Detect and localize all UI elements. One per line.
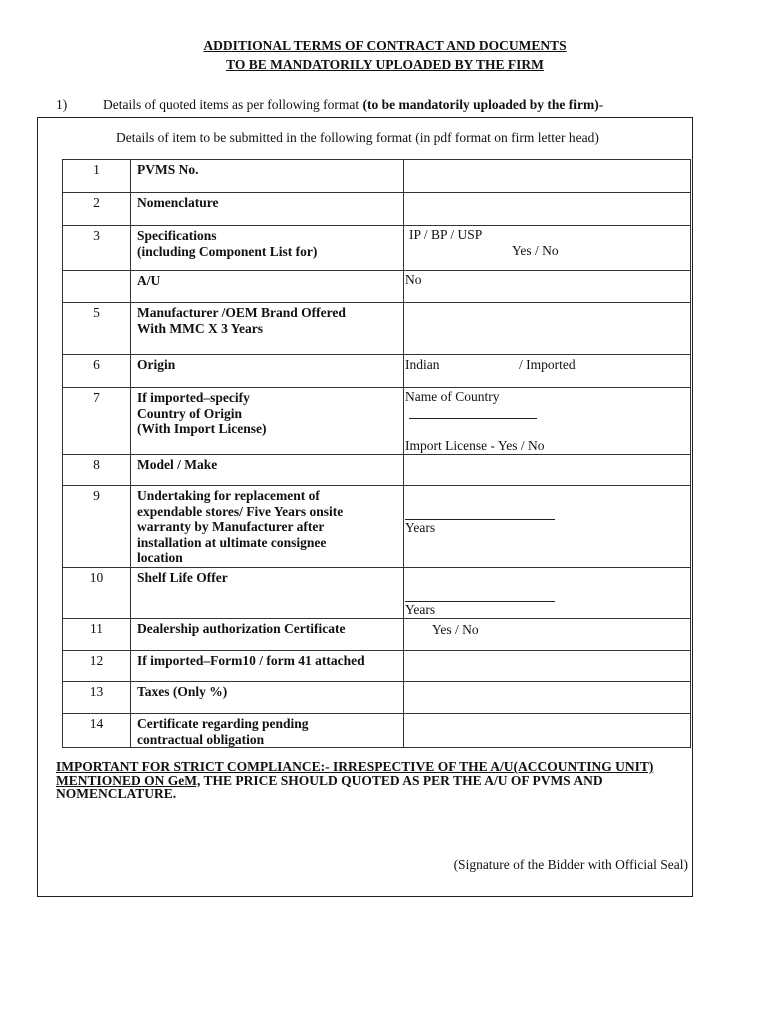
table-row xyxy=(63,160,691,193)
row-number: 12 xyxy=(63,651,131,682)
row-label-line: expendable stores/ Five Years onsite xyxy=(137,503,344,519)
row-label-line: Model / Make xyxy=(137,457,218,472)
row-label-line: Manufacturer /OEM Brand Offered xyxy=(137,305,346,320)
row-label-line: If imported–specify xyxy=(137,390,250,405)
row-label-line: installation at ultimate consignee xyxy=(137,534,327,550)
row-number: 8 xyxy=(63,455,131,486)
row-number: 10 xyxy=(63,568,131,619)
intro-suffix: - xyxy=(598,97,604,112)
row-value-cell[interactable] xyxy=(404,455,691,486)
row-label-line: PVMS No. xyxy=(137,162,199,177)
table-row xyxy=(63,388,691,455)
row-label xyxy=(131,226,404,271)
row-label-line: With MMC X 3 Years xyxy=(137,320,263,336)
row-number: 3 xyxy=(63,226,131,271)
row-label xyxy=(131,651,404,682)
table-row xyxy=(63,568,691,619)
row-number: 5 xyxy=(63,303,131,355)
document-title-line-2: TO BE MANDATORILY UPLOADED BY THE FIRM xyxy=(226,57,544,72)
table-row xyxy=(63,619,691,651)
row-label xyxy=(131,619,404,651)
yes-no-option: Yes / No xyxy=(512,243,559,258)
intro-bold-text: (to be mandatorily uploaded by the firm) xyxy=(362,97,599,112)
row-label-line: Dealership authorization Certificate xyxy=(137,621,346,636)
row-value-cell[interactable] xyxy=(404,226,691,271)
details-subheading: Details of item to be submitted in the following format (in pdf format on firm letter head) xyxy=(116,130,599,145)
table-row xyxy=(63,455,691,486)
row-label xyxy=(131,388,404,455)
row-label xyxy=(131,193,404,226)
row-label xyxy=(131,714,404,748)
table-row xyxy=(63,193,691,226)
country-blank-line[interactable] xyxy=(409,405,537,419)
row-label-line: Shelf Life Offer xyxy=(137,570,228,585)
row-label-line: Nomenclature xyxy=(137,195,219,210)
row-value-cell[interactable] xyxy=(404,651,691,682)
important-underlined-text: IMPORTANT FOR STRICT COMPLIANCE:- IRRESPECTIVE OF THE A/U(ACCOUNTING UNIT) MENTIONED ON GeM, xyxy=(56,759,654,788)
origin-indian-option: Indian xyxy=(405,357,440,372)
row-label-line: If imported–Form10 / form 41 attached xyxy=(137,653,365,668)
origin-imported-option: / Imported xyxy=(519,357,576,372)
row-value-cell[interactable] xyxy=(404,486,691,568)
row-value-cell[interactable] xyxy=(404,619,691,651)
table-row xyxy=(63,486,691,568)
row-value-cell[interactable] xyxy=(404,160,691,193)
row-label xyxy=(131,160,404,193)
row-value-cell[interactable] xyxy=(404,193,691,226)
row-number: 7 xyxy=(63,388,131,455)
row-value-text: No xyxy=(405,272,422,287)
yes-no-option: Yes / No xyxy=(432,622,479,637)
years-label: Years xyxy=(405,520,436,535)
row-label-line: Certificate regarding pending xyxy=(137,716,309,731)
warranty-years-blank-line[interactable] xyxy=(405,506,555,520)
pharmacopoeia-options: IP / BP / USP xyxy=(409,227,483,242)
row-label xyxy=(131,682,404,714)
row-value-cell[interactable] xyxy=(404,568,691,619)
country-label: Name of Country xyxy=(405,389,500,404)
import-license-option: Import License - Yes / No xyxy=(405,438,545,453)
row-value-cell[interactable] xyxy=(404,714,691,748)
row-label xyxy=(131,455,404,486)
row-label-line: (With Import License) xyxy=(137,421,267,436)
row-label-line: Specifications xyxy=(137,228,217,243)
table-row xyxy=(63,226,691,271)
table-row xyxy=(63,714,691,748)
table-row xyxy=(63,271,691,303)
years-label: Years xyxy=(405,602,436,617)
row-number xyxy=(63,271,131,303)
important-compliance-note xyxy=(56,760,696,801)
row-label xyxy=(131,303,404,355)
table-row xyxy=(63,682,691,714)
row-number: 2 xyxy=(63,193,131,226)
row-number: 9 xyxy=(63,486,131,568)
row-value-cell[interactable] xyxy=(404,271,691,303)
table-row xyxy=(63,651,691,682)
intro-text: Details of quoted items as per following format xyxy=(103,97,363,112)
row-label-line: A/U xyxy=(137,273,161,288)
row-value-cell[interactable] xyxy=(404,303,691,355)
row-value-cell[interactable] xyxy=(404,388,691,455)
row-label-line: location xyxy=(137,550,183,565)
intro-number: 1) xyxy=(56,97,68,112)
table-row xyxy=(63,303,691,355)
row-number: 13 xyxy=(63,682,131,714)
row-label xyxy=(131,486,404,568)
signature-line: (Signature of the Bidder with Official Seal) xyxy=(453,857,688,872)
row-label-line: Taxes (Only %) xyxy=(137,684,228,699)
table-row xyxy=(63,355,691,388)
row-number: 6 xyxy=(63,355,131,388)
row-number: 1 xyxy=(63,160,131,193)
row-label-line: warranty by Manufacturer after xyxy=(137,519,325,534)
intro-paragraph xyxy=(56,97,603,113)
item-details-table xyxy=(62,159,691,748)
row-label-line: Undertaking for replacement of xyxy=(137,488,320,503)
shelf-life-years-blank-line[interactable] xyxy=(405,588,555,602)
row-label-line: contractual obligation xyxy=(137,731,265,747)
row-label-line: Country of Origin xyxy=(137,405,243,421)
row-value-cell[interactable] xyxy=(404,355,691,388)
row-label xyxy=(131,568,404,619)
row-label-line: Origin xyxy=(137,357,176,372)
row-number: 14 xyxy=(63,714,131,748)
row-label xyxy=(131,355,404,388)
row-label xyxy=(131,271,404,303)
document-title-line-1: ADDITIONAL TERMS OF CONTRACT AND DOCUMENTS xyxy=(203,38,567,53)
row-value-cell[interactable] xyxy=(404,682,691,714)
row-label-line: (including Component List for) xyxy=(137,243,318,259)
row-number: 11 xyxy=(63,619,131,651)
important-rest-text: THE PRICE SHOULD QUOTED AS PER THE A/U OF PVMS AND NOMENCLATURE. xyxy=(56,772,603,801)
